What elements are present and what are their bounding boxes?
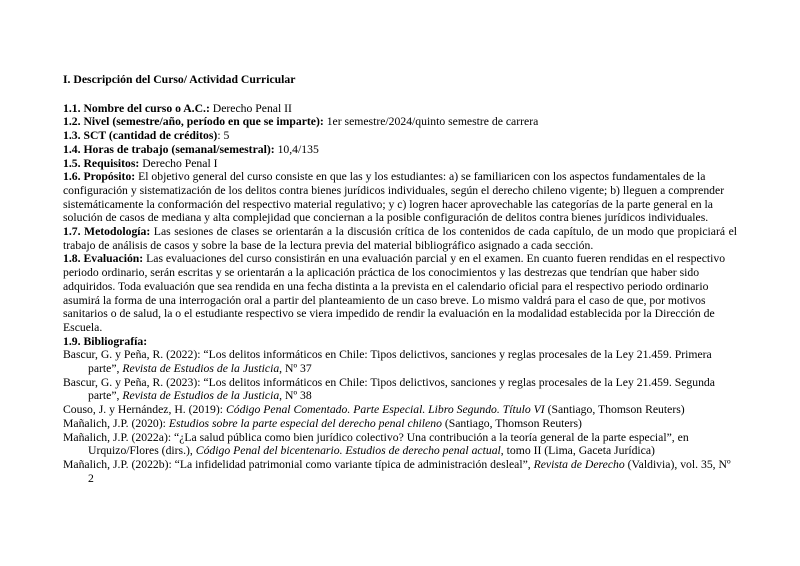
field-value: Derecho Penal I (139, 156, 218, 170)
field-course-name (63, 102, 737, 116)
italic-text-run: Estudios sobre la parte especial del derecho penal chileno (168, 416, 442, 430)
italic-text-run: Código Penal del bicentenario. Estudios de derecho penal actual (195, 444, 501, 458)
italic-text-run: Revista de Estudios de la Justicia (122, 389, 280, 403)
bibliography-entry (63, 348, 737, 375)
field-label: 1.2. Nivel (semestre/año, período en que se imparte): (63, 115, 324, 129)
bibliography-entry (63, 431, 737, 458)
field-value: 10,4/135 (274, 142, 319, 156)
field-label: 1.3. SCT (cantidad de créditos) (63, 129, 218, 143)
text-run: Bascur, G. y Peña, R. (2023): “Los delitos informáticos en Chile: Tipos delictivos, sanciones y reglas procesales de la Ley 21.459. Segunda parte”, (63, 375, 715, 403)
italic-text-run: Revista de Estudios de la Justicia (122, 362, 280, 376)
paragraph-evaluation (63, 252, 737, 334)
bibliography-heading: 1.9. Bibliografía: (63, 334, 148, 348)
field-work-hours (63, 143, 737, 157)
text-run: Bascur, G. y Peña, R. (2022): “Los delitos informáticos en Chile: Tipos delictivos, sanciones y reglas procesales de la Ley 21.459. Primera parte”, (63, 348, 712, 376)
section-heading: I. Descripción del Curso/ Actividad Curricular (63, 73, 296, 86)
bibliography-entry (63, 417, 737, 431)
text-run: (Valdivia), vol. 35, Nº 2 (88, 457, 731, 485)
bibliography-entry (63, 403, 737, 417)
document-content (63, 73, 737, 485)
field-label: 1.5. Requisitos: (63, 156, 140, 170)
bibliography-entry (63, 376, 737, 403)
field-value: Derecho Penal II (209, 101, 292, 115)
paragraph-label: 1.8. Evaluación: (63, 252, 144, 266)
paragraph-text: Las sesiones de clases se orientarán a la discusión crítica de los contenidos de cada capítulo, de un modo que propiciará el trabajo de análisis de casos y sobre la base de la lectura previa del material bibliográfico asignado a cada sección. (63, 225, 738, 252)
text-run: , tomo II (Lima, Gaceta Jurídica) (500, 444, 655, 458)
text-run: Mañalich, J.P. (2022a): “¿La salud pública como bien jurídico colectivo? Una contribución a la teoría general de la parte especial”, en Urquizo/Flores (dirs.), (63, 430, 689, 458)
paragraph-text: Las evaluaciones del curso consistirán en una evaluación parcial y en el examen. En cuanto fueren rendidas en el respectivo periodo ordinario, serán escritas y se orientarán a la aplicación práctica de los conocimientos y las destrezas que tendrían que haber sido adquiridos. Toda evaluación que sea rendida en una fecha distinta a la prevista en el calendario oficial para el respectivo periodo ordinario asumirá la forma de una interrogación oral a partir del planteamiento de un caso breve. Lo mismo valdrá para el caso de que, por motivos sanitarios o de salud, la o el estudiante respectivo se viera impedido de rendir la evaluación en la modalidad establecida por la Dirección de Escuela. (63, 252, 726, 334)
text-run: , Nº 37 (279, 362, 312, 376)
field-sct-credits (63, 129, 737, 143)
paragraph-methodology (63, 225, 737, 252)
field-prerequisites (63, 157, 737, 171)
paragraph-label: 1.6. Propósito: (63, 170, 136, 184)
paragraph-purpose (63, 170, 737, 225)
text-run: Mañalich, J.P. (2020): (63, 416, 169, 430)
field-label: 1.4. Horas de trabajo (semanal/semestral): (63, 142, 275, 156)
text-run: (Santiago, Thomson Reuters) (441, 416, 582, 430)
field-label: 1.1. Nombre del curso o A.C.: (63, 101, 210, 115)
paragraph-label: 1.7. Metodología: (63, 225, 151, 239)
italic-text-run: Código Penal Comentado. Parte Especial. Libro Segundo. Título VI (225, 403, 545, 417)
italic-text-run: Revista de Derecho (533, 457, 625, 471)
paragraph-text: El objetivo general del curso consiste en que las y los estudiantes: a) se familiaricen con los aspectos fundamentales de la configuración y sistematización de los delitos contra bienes jurídicos individuales, según el derecho chileno vigente; b) lleguen a comprender sistemáticamente la conformación del respectivo material regulativo; y c) logren hacer aprovechable las categorías de la parte general en la solución de casos de mediana y alta complejidad que conciernan a la posible configuración de delitos contra bienes jurídicos individuales. (63, 170, 725, 225)
field-level (63, 115, 737, 129)
text-run: Couso, J. y Hernández, H. (2019): (63, 403, 226, 417)
text-run: Mañalich, J.P. (2022b): “La infidelidad patrimonial como variante típica de administración desleal”, (63, 457, 534, 471)
text-run: , Nº 38 (279, 389, 312, 403)
text-run: (Santiago, Thomson Reuters) (544, 403, 685, 417)
field-value: 1er semestre/2024/quinto semestre de carrera (323, 115, 539, 129)
bibliography-entry (63, 458, 737, 485)
field-value: : 5 (217, 129, 230, 143)
